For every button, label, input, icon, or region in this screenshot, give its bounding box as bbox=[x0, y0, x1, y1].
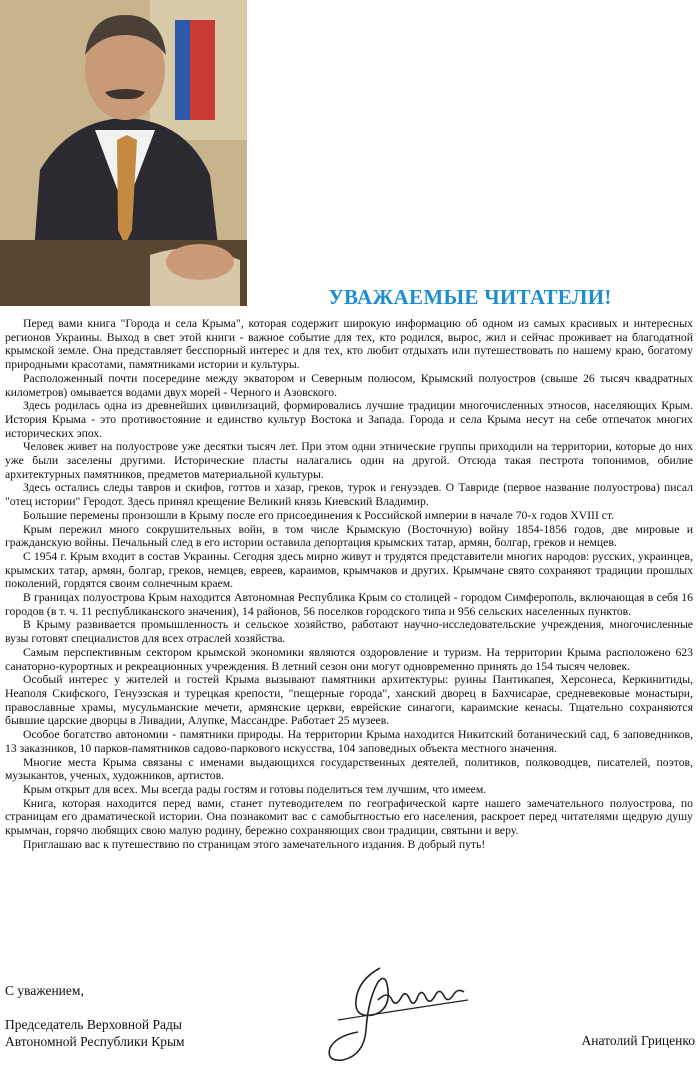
paragraph: Здесь родилась одна из древнейших цивилизаций, формировались лучшие традиции многочисленных этносов, населяющих Крым. История Крыма - это противостояние и единство культур Востока и Запада. Города и села Крыма несут на себе отпечаток многих исторических эпох. bbox=[5, 399, 693, 440]
paragraph: Особое богатство автономии - памятники природы. На территории Крыма находится Никитский ботанический сад, 6 заповедников, 13 заказников, 10 парков-памятников садово-паркового искусства, 104 заповедных объекта местного значения. bbox=[5, 728, 693, 755]
paragraph: В границах полуострова Крым находится Автономная Республика Крым со столицей - городом Симферополь, включающая в себя 16 городов (в т. ч. 11 республиканского значения), 14 районов, 56 поселков городского типа и 956 сельских населенных пунктов. bbox=[5, 591, 693, 618]
paragraph: Перед вами книга "Города и села Крыма", которая содержит широкую информацию об одном из самых красивых и интересных регионов Украины. Выход в свет этой книги - важное событие для тех, кто родился, вырос, жил и сейчас проживает на благодатной крымской земле. Она представляет бесспорный интерес и для тех, кто любит отдыхать или путешествовать по нашему краю, богатому природными красотами, памятниками истории и культуры. bbox=[5, 317, 693, 372]
paragraph: В Крыму развивается промышленность и сельское хозяйство, работают научно-исследовательские учреждения, многочисленные вузы готовят специалистов для всех отраслей хозяйства. bbox=[5, 618, 693, 646]
paragraph: Приглашаю вас к путешествию по страницам этого замечательного издания. В добрый путь! bbox=[23, 837, 486, 851]
paragraph: Крым открыт для всех. Мы всегда рады гостям и готовы поделиться тем лучшим, что имеем. bbox=[23, 782, 487, 796]
paragraph: Особый интерес у жителей и гостей Крыма вызывают памятники архитектуры: руины Пантикапея, Херсонеса, Керкинитиды, Неаполя Скифского, Генуэзская и турецкая крепости, "пещерные города", ханский дворец в Бахчисарае, средневековые монастыри, православные храмы, мусульманские мечети, армянские церкви, еврейские синагоги, караимские кенасы. Тщательно сохраняются бывшие царские дворцы в Ливадии, Алупке, Массандре. Работает 25 музеев. bbox=[5, 673, 693, 728]
handwritten-signature bbox=[318, 960, 478, 1068]
position-line: Председатель Верховной Рады bbox=[5, 1017, 182, 1032]
paragraph: Многие места Крыма связаны с именами выдающихся государственных деятелей, политиков, полководцев, писателей, поэтов, музыкантов, ученых, художников, артистов. bbox=[5, 755, 693, 783]
position-line: Автономной Республики Крым bbox=[5, 1034, 185, 1049]
paragraph: Человек живет на полуострове уже десятки тысяч лет. При этом одни этнические группы приходили на территории, которые до них уже были заселены другими. Исторические пласты налагались один на другой. Отсюда такая пестрота топонимов, обилие архитектурных памятников, предметов материальной культуры. bbox=[5, 440, 693, 481]
author-position bbox=[5, 1016, 185, 1050]
letter-body bbox=[5, 317, 693, 851]
page-heading: УВАЖАЕМЫЕ ЧИТАТЕЛИ! bbox=[328, 285, 612, 309]
author-name: Анатолий Гриценко bbox=[581, 1033, 695, 1048]
paragraph: Здесь остались следы тавров и скифов, готтов и хазар, греков, турок и генуэздев. О Тавриде (первое название полуострова) писал "отец истории" Геродот. Здесь принял крещение Великий князь Киевский Владимир. bbox=[5, 481, 693, 509]
author-photo bbox=[0, 0, 247, 306]
paragraph: Расположенный почти посередине между экватором и Северным полюсом, Крымский полуостров (свыше 26 тысяч квадратных километров) омывается водами двух морей - Черного и Азовского. bbox=[5, 371, 693, 399]
paragraph: С 1954 г. Крым входит в состав Украины. Сегодня здесь мирно живут и трудятся представители многих народов: русских, украинцев, крымских татар, армян, болгар, греков, немцев, евреев, караимов, крымчаков и других. Крымчане свято сохраняют традиции прошлых поколений, гордятся своим солнечным краем. bbox=[5, 549, 693, 591]
paragraph: Самым перспективным сектором крымской экономики являются оздоровление и туризм. На территории Крыма расположено 623 санаторно-курортных и рекреационных учреждения. В летний сезон они могут одновременно принять до 154 тысяч человек. bbox=[5, 645, 693, 673]
paragraph: Книга, которая находится перед вами, станет путеводителем по географической карте нашего замечательного полуострова, по страницам его драматической истории. Она познакомит вас с самобытностью его населения, раскроет перед читателями щедрую душу крымчан, горячо любящих свою малую родину, бережно сохраняющих свои традиции, святыни и веру. bbox=[5, 796, 693, 838]
paragraph: Большие перемены произошли в Крыму после его присоединения к Российской империи в начале 70-х годов XVIII ст. bbox=[23, 508, 615, 522]
paragraph: Крым пережил много сокрушительных войн, в том числе Крымскую (Восточную) войну 1854-1856 годов, две мировые и гражданскую войны. Печальный след в его истории оставила депортация крымских татар, армян, болгар, греков и немцев. bbox=[5, 522, 693, 550]
closing-regards: С уважением, bbox=[5, 983, 84, 998]
